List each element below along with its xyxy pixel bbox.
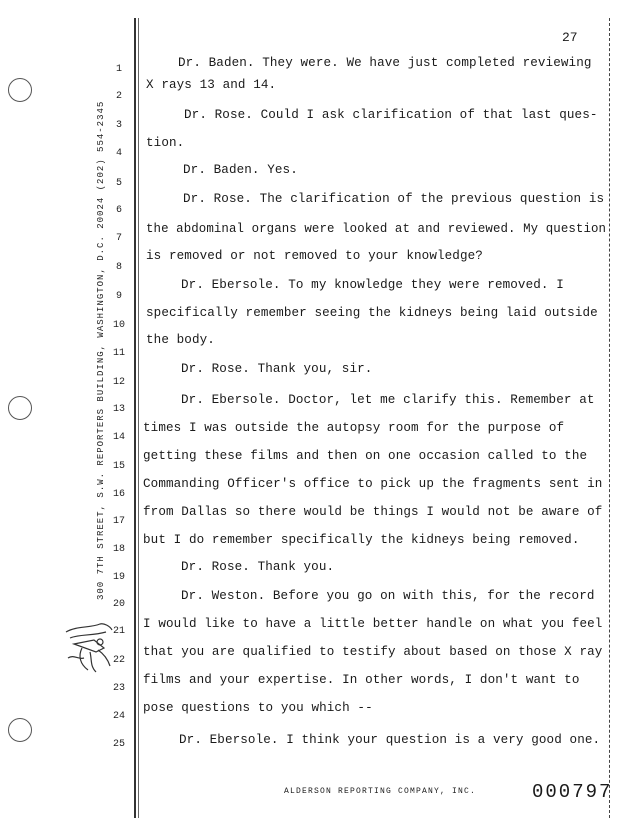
page-number: 27 — [562, 30, 578, 45]
line-number: 23 — [112, 683, 125, 694]
transcript-line: Commanding Officer's office to pick up the fragments sent in — [143, 477, 603, 491]
line-number: 16 — [112, 489, 125, 500]
line-number: 1 — [115, 64, 122, 75]
line-number: 22 — [112, 655, 125, 666]
transcript-line: Dr. Rose. The clarification of the previous question is — [183, 192, 605, 206]
line-number: 24 — [112, 711, 125, 722]
eagle-stamp-icon — [60, 618, 118, 676]
transcript-line: Dr. Ebersole. I think your question is a very good one. — [179, 733, 601, 747]
transcript-line: Dr. Ebersole. Doctor, let me clarify this. Remember at — [181, 393, 595, 407]
transcript-line: Dr. Weston. Before you go on with this, for the record — [181, 589, 595, 603]
line-number: 11 — [112, 348, 125, 359]
transcript-line: times I was outside the autopsy room for the purpose of — [143, 421, 565, 435]
transcript-line: Dr. Rose. Thank you. — [181, 560, 335, 574]
transcript-line: Dr. Baden. Yes. — [183, 163, 298, 177]
transcript-line: Dr. Rose. Could I ask clarification of that last ques- — [184, 108, 598, 122]
transcript-line: films and your expertise. In other words, I don't want to — [143, 673, 580, 687]
punch-hole — [8, 718, 32, 742]
line-number: 20 — [112, 599, 125, 610]
transcript-line: tion. — [146, 136, 185, 150]
line-number: 13 — [112, 404, 125, 415]
transcript-line: getting these films and then on one occasion called to the — [143, 449, 588, 463]
left-margin-rule — [134, 18, 136, 818]
line-number: 12 — [112, 377, 125, 388]
transcript-line: but I do remember specifically the kidneys being removed. — [143, 533, 580, 547]
reporting-company: ALDERSON REPORTING COMPANY, INC. — [284, 787, 477, 796]
line-number: 19 — [112, 572, 125, 583]
line-number: 8 — [115, 262, 122, 273]
line-number: 4 — [115, 148, 122, 159]
line-number: 7 — [115, 233, 122, 244]
transcript-line: Dr. Rose. Thank you, sir. — [181, 362, 373, 376]
line-number: 18 — [112, 544, 125, 555]
line-number: 9 — [115, 291, 122, 302]
transcript-line: I would like to have a little better handle on what you feel — [143, 617, 603, 631]
line-number: 17 — [112, 516, 125, 527]
document-number: 000797 — [532, 781, 613, 803]
punch-hole — [8, 396, 32, 420]
right-margin-rule — [609, 18, 610, 818]
transcript-line: specifically remember seeing the kidneys being laid outside — [146, 306, 598, 320]
line-number: 2 — [115, 91, 122, 102]
line-number: 6 — [115, 205, 122, 216]
line-number: 15 — [112, 461, 125, 472]
line-number: 21 — [112, 626, 125, 637]
transcript-line: from Dallas so there would be things I would not be aware of — [143, 505, 603, 519]
transcript-line: Dr. Ebersole. To my knowledge they were removed. I — [181, 278, 564, 292]
transcript-line: pose questions to you which -- — [143, 701, 373, 715]
transcript-line: that you are qualified to testify about based on those X ray — [143, 645, 603, 659]
transcript-line: Dr. Baden. They were. We have just completed reviewing — [178, 56, 592, 70]
transcript-line: X rays 13 and 14. — [146, 78, 277, 92]
line-number: 3 — [115, 120, 122, 131]
left-margin-rule-inner — [138, 18, 139, 818]
transcript-line: is removed or not removed to your knowledge? — [146, 249, 483, 263]
line-number: 25 — [112, 739, 125, 750]
punch-hole — [8, 78, 32, 102]
line-number: 5 — [115, 178, 122, 189]
transcript-line: the abdominal organs were looked at and reviewed. My question — [146, 222, 607, 236]
reporter-address: 300 7TH STREET, S.W. REPORTERS BUILDING, WASHINGTON, D.C. 20024 (202) 554-2345 — [96, 100, 106, 600]
line-number: 14 — [112, 432, 125, 443]
line-number: 10 — [112, 320, 125, 331]
transcript-line: the body. — [146, 333, 215, 347]
